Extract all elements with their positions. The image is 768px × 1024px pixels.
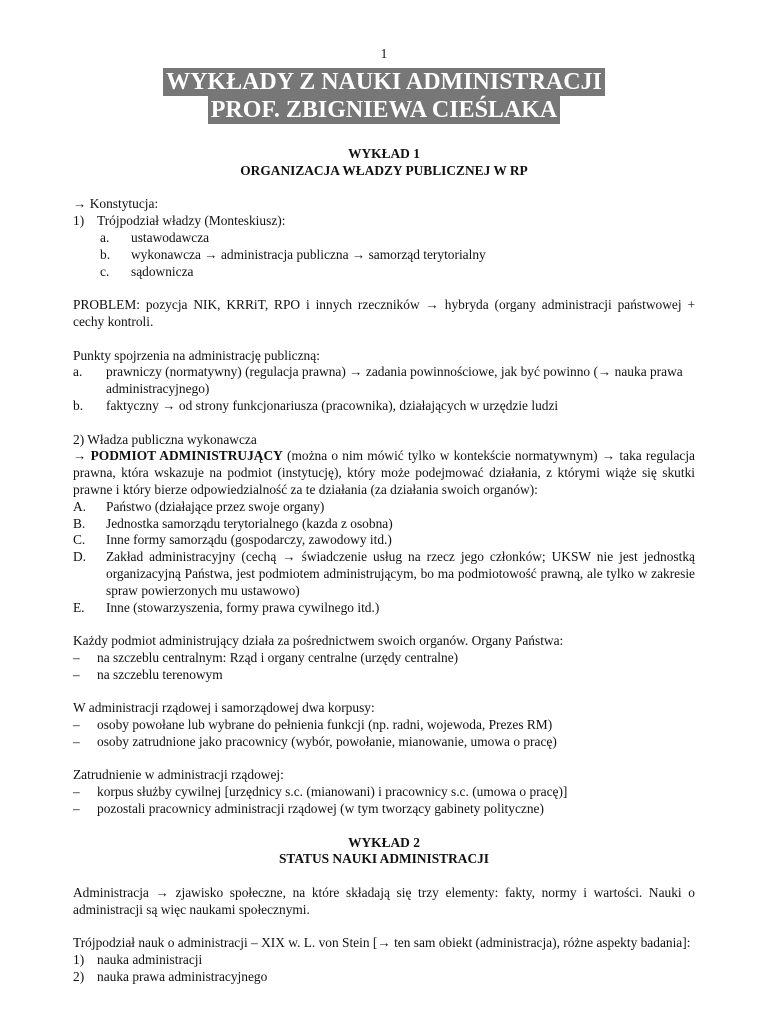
list-item-text: nauka prawa administracyjnego	[97, 969, 268, 985]
list-item-text: Inne formy samorządu (gospodarczy, zawodowy itd.)	[106, 532, 392, 548]
list-item-text: korpus służby cywilnej [urzędnicy s.c. (mianowani) i pracownicy s.c. (umowa o pracę)]	[97, 784, 568, 800]
list-item-letter: B.	[73, 515, 86, 531]
lecture2-title: WYKŁAD 2	[348, 834, 420, 850]
lecture2-subtitle: STATUS NAUKI ADMINISTRACJI	[278, 851, 490, 867]
point1	[73, 213, 695, 230]
page-number: 1	[380, 46, 388, 61]
podmiot-term: → PODMIOT ADMINISTRUJĄCY	[73, 448, 283, 464]
organy-intro: Każdy podmiot administrujący działa za pośrednictwem swoich organów. Organy Państwa:	[73, 633, 564, 649]
list-item-letter: a.	[100, 229, 110, 245]
list-item-text: prawniczy (normatywny) (regulacja prawna) → zadania powinnościowe, jak być powinno (→ nauka prawa administracyjnego)	[106, 364, 683, 397]
podmiot-paragraph	[73, 448, 695, 498]
dash-bullet: –	[73, 733, 80, 749]
administracja-paragraph: Administracja → zjawisko społeczne, na które składają się trzy elementy: fakty, normy i wartości. Nauki o administracji są więc naukami społecznymi.	[73, 885, 695, 917]
list-item	[73, 247, 695, 264]
list-item	[73, 600, 695, 617]
banner-line-1: WYKŁADY Z NAUKI ADMINISTRACJI	[163, 68, 605, 96]
point2-heading: 2) Władza publiczna wykonawcza	[73, 431, 257, 447]
list-item-text: osoby zatrudnione jako pracownicy (wybór, powołanie, mianowanie, umowa o pracę)	[97, 733, 557, 749]
list-item-text: osoby powołane lub wybrane do pełnienia funkcji (np. radni, wojewoda, Prezes RM)	[97, 717, 553, 733]
list-item-text: sądownicza	[131, 263, 194, 279]
viewpoints-intro: Punkty spojrzenia na administrację publiczną:	[73, 347, 320, 363]
point1-text: Trójpodział władzy (Monteskiusz):	[97, 213, 286, 229]
podmiot-definition: (można o nim mówić tylko w kontekście normatywnym) → taka regulacja prawna, która wskazuje na podmiot (instytucję), który może podejmować działania, z którymi wiąże się skutki prawne i który bierze odpowiedzialność za te działania (za działania swoich organów):	[73, 448, 695, 497]
list-item-text: faktyczny → od strony funkcjonariusza (pracownika), działających w urzędzie ludzi	[106, 397, 559, 413]
dash-bullet: –	[73, 801, 80, 817]
zatrudnienie-intro: Zatrudnienie w administracji rządowej:	[73, 767, 284, 783]
lecture1-title: WYKŁAD 1	[348, 146, 420, 161]
list-item-number: 1)	[73, 952, 85, 968]
dash-bullet: –	[73, 784, 80, 800]
list-item-letter: A.	[73, 498, 87, 514]
list-item-letter: c.	[100, 263, 110, 279]
list-item	[73, 801, 695, 818]
list-item-text: wykonawcza → administracja publiczna → samorząd terytorialny	[131, 246, 486, 262]
list-item	[73, 952, 695, 969]
korpusy-intro: W administracji rządowej i samorządowej dwa korpusy:	[73, 700, 375, 716]
list-item	[73, 734, 695, 751]
list-item	[73, 398, 695, 415]
list-item-letter: b.	[73, 397, 84, 413]
list-item-text: Inne (stowarzyszenia, formy prawa cywilnego itd.)	[106, 599, 380, 615]
list-item	[73, 532, 695, 549]
konstytucja-line: → Konstytucja:	[73, 196, 159, 212]
dash-bullet: –	[73, 649, 80, 665]
list-item	[73, 549, 695, 599]
list-item	[73, 499, 695, 516]
list-item-text: nauka administracji	[97, 952, 203, 968]
list-item	[73, 230, 695, 247]
list-item-text: pozostali pracownicy administracji rządowej (w tym tworzący gabinety polityczne)	[97, 801, 544, 817]
trojpodzial-paragraph: Trójpodział nauk o administracji – XIX w. L. von Stein [→ ten sam obiekt (administracja), różne aspekty badania]:	[73, 935, 691, 951]
list-item-text: na szczeblu centralnym: Rząd i organy centralne (urzędy centralne)	[97, 649, 459, 665]
list-item-text: na szczeblu terenowym	[97, 666, 223, 682]
list-item-letter: b.	[100, 246, 111, 262]
document-page	[73, 46, 695, 986]
list-item-number: 2)	[73, 969, 85, 985]
list-item	[73, 667, 695, 684]
list-item-text: Zakład administracyjny (cechą → świadczenie usług na rzecz jego członków; UKSW nie jest jednostką organizacyjną Państwa, jest podmiotem administrującym, bo ma podmiotowość prawną, ale tylko w zakresie spraw powierzonych mu ustawowo)	[106, 549, 695, 598]
list-item	[73, 784, 695, 801]
list-item	[73, 264, 695, 281]
list-item-letter: D.	[73, 549, 87, 565]
problem-paragraph: PROBLEM: pozycja NIK, KRRiT, RPO i innych rzeczników → hybryda (organy administracji państwowej + cechy kontroli.	[73, 297, 695, 329]
list-item	[73, 717, 695, 734]
list-item-text: ustawodawcza	[131, 229, 210, 245]
lecture1-subtitle: ORGANIZACJA WŁADZY PUBLICZNEJ W RP	[240, 162, 528, 178]
list-item-letter: E.	[73, 599, 85, 615]
list-item	[73, 516, 695, 533]
dash-bullet: –	[73, 666, 80, 682]
list-item-text: Państwo (działające przez swoje organy)	[106, 498, 325, 514]
list-item-text: Jednostka samorządu terytorialnego (kazda z osobna)	[106, 515, 393, 531]
point1-number: 1)	[73, 213, 85, 229]
list-item	[73, 650, 695, 667]
list-item	[73, 969, 695, 986]
banner-line-2: PROF. ZBIGNIEWA CIEŚLAKA	[208, 96, 561, 124]
dash-bullet: –	[73, 717, 80, 733]
list-item-letter: a.	[73, 364, 83, 380]
banner	[73, 68, 695, 124]
list-item	[73, 364, 695, 398]
list-item-letter: C.	[73, 532, 86, 548]
